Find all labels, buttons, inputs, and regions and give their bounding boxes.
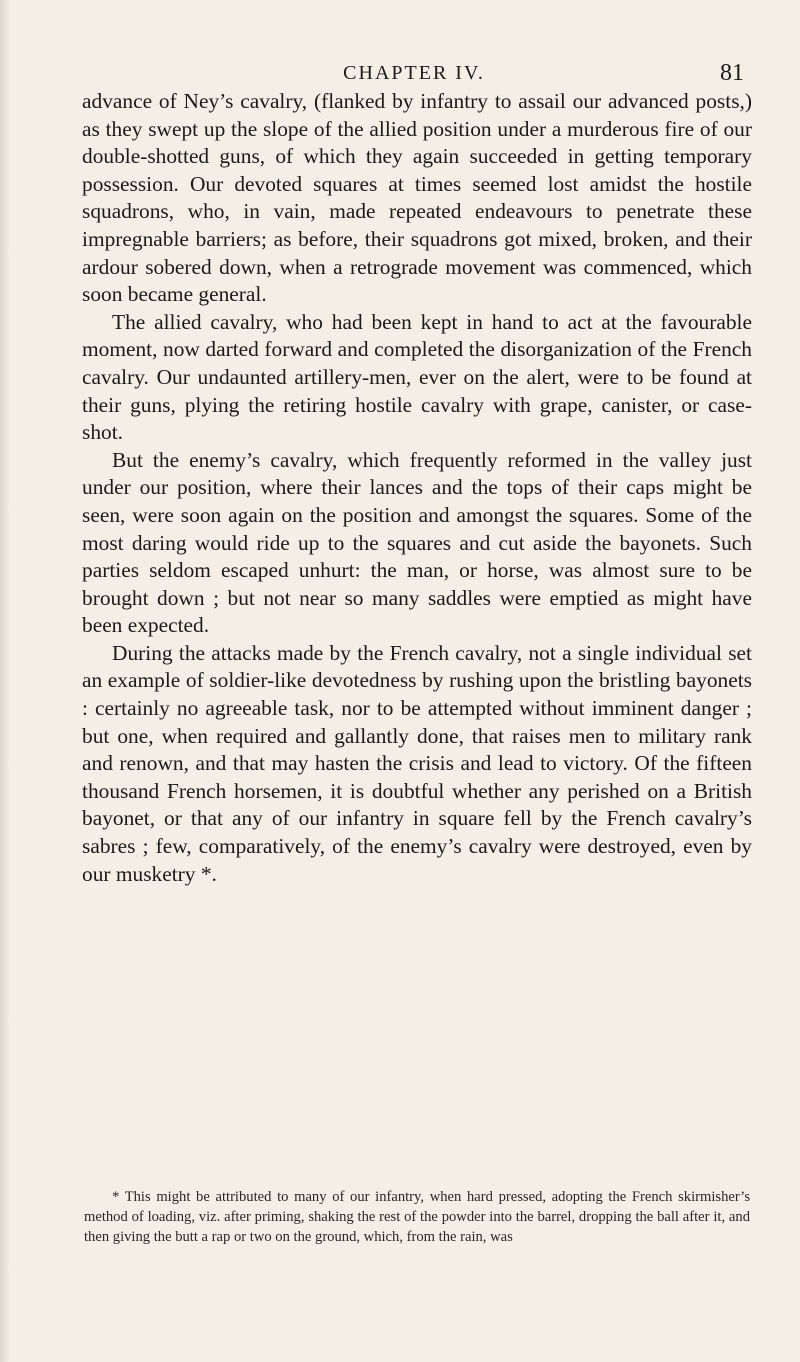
- page-number: 81: [720, 60, 744, 86]
- paragraph-2: The allied cavalry, who had been kept in hand to act at the favourable moment, now darted forward and completed the disorganization of the French cavalry. Our undaunted artillery-men, ever on the alert, were to be found at their guns, plying the retiring hostile cavalry with grape, canister, or case-shot.: [82, 309, 752, 445]
- paragraph-1: advance of Ney’s cavalry, (flanked by infantry to assail our advanced posts,) as they swept up the slope of the allied position under a murderous fire of our double-shotted guns, of which they again succeeded in getting temporary possession. Our devoted squares at times seemed lost amidst the hostile squadrons, who, in vain, made repeated endeavours to penetrate these impregnable barriers; as before, their squadrons got mixed, broken, and their ardour sobered down, when a retrograde movement was commenced, which soon became general.: [82, 89, 752, 307]
- footnote: * This might be attributed to many of our infantry, when hard pressed, adopting the French skirmisher’s method of loading, viz. after priming, shaking the rest of the powder into the barrel, dropping the ball after it, and then giving the butt a rap or two on the ground, which, from the rain, was: [84, 1189, 750, 1245]
- page-header: [80, 58, 748, 88]
- page-edge-shadow: [0, 0, 10, 1362]
- paragraph-3: But the enemy’s cavalry, which frequently reformed in the valley just under our position, where their lances and the tops of their caps might be seen, were soon again on the position and amongst the squares. Some of the most daring would ride up to the squares and cut aside the bayonets. Such parties seldom escaped unhurt: the man, or horse, was almost sure to be brought down ; but not near so many saddles were emptied as might have been expected.: [82, 447, 752, 638]
- body-text: [82, 88, 752, 888]
- running-head: CHAPTER IV.: [343, 62, 485, 84]
- paragraph-4: During the attacks made by the French cavalry, not a single individual set an example of soldier-like devotedness by rushing upon the bristling bayonets : certainly no agreeable task, nor to be attempted without imminent danger ; but one, when required and gallantly done, that raises men to military rank and renown, and that may hasten the crisis and lead to victory. Of the fifteen thousand French horsemen, it is doubtful whether any perished on a British bayonet, or that any of our infantry in square fell by the French cavalry’s sabres ; few, comparatively, of the enemy’s cavalry were destroyed, even by our musketry *.: [82, 640, 752, 886]
